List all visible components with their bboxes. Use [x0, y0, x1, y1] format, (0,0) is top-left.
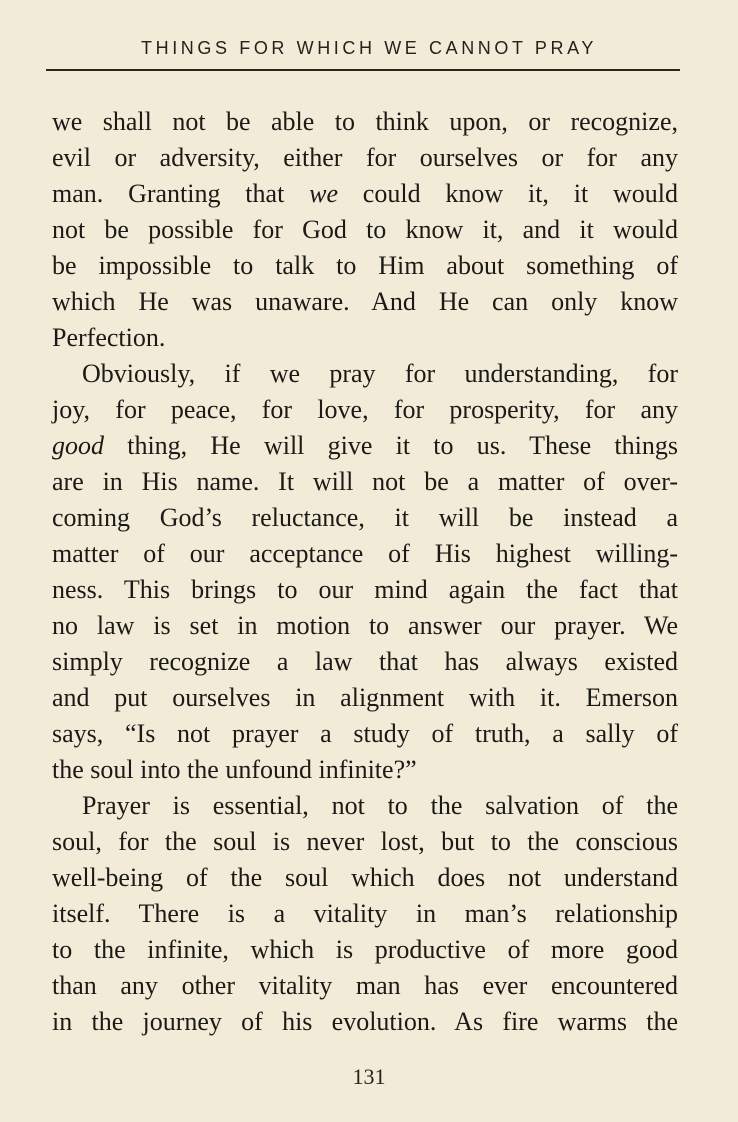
page-number: 131 — [352, 1064, 386, 1089]
text-line: be impossible to talk to Him about something of — [52, 251, 678, 280]
text-line: not be possible for God to know it, and it would — [52, 215, 678, 244]
text-line: itself. There is a vitality in man’s relationship — [52, 899, 678, 928]
text-line: in the journey of his evolution. As fire warms the — [52, 1007, 678, 1036]
text-line: which He was unaware. And He can only know — [52, 287, 678, 316]
text-line: ness. This brings to our mind again the fact that — [52, 575, 678, 604]
text-line: simply recognize a law that has always existed — [52, 647, 678, 676]
text-line: than any other vitality man has ever encountered — [52, 971, 678, 1000]
text-line: says, “Is not prayer a study of truth, a sally of — [52, 719, 678, 748]
text-line: and put ourselves in alignment with it. Emerson — [52, 683, 678, 712]
text-line: evil or adversity, either for ourselves or for any — [52, 143, 678, 172]
text-line: no law is set in motion to answer our prayer. We — [52, 611, 678, 640]
text-line: are in His name. It will not be a matter of over- — [52, 467, 678, 496]
header-rule — [46, 69, 680, 71]
text-line: the soul into the unfound infinite?” — [52, 755, 417, 784]
paragraph — [52, 356, 678, 788]
italic-word: good — [52, 431, 104, 460]
text-line: matter of our acceptance of His highest willing- — [52, 539, 678, 568]
paragraph — [52, 104, 678, 356]
text-line: man. Granting that we could know it, it would — [52, 179, 678, 208]
text-line: well-being of the soul which does not understand — [52, 863, 678, 892]
body-text — [52, 104, 678, 1040]
text-line: coming God’s reluctance, it will be instead a — [52, 503, 678, 532]
italic-word: we — [309, 179, 338, 208]
text-line: to the infinite, which is productive of more good — [52, 935, 678, 964]
text-line: good thing, He will give it to us. These things — [52, 431, 678, 460]
text-line: Perfection. — [52, 323, 166, 352]
paragraph — [52, 788, 678, 1040]
text-line: we shall not be able to think upon, or recognize, — [52, 107, 678, 136]
text-line: Obviously, if we pray for understanding, for — [82, 359, 678, 388]
text-line: soul, for the soul is never lost, but to the conscious — [52, 827, 678, 856]
text-line: joy, for peace, for love, for prosperity, for any — [52, 395, 678, 424]
running-head: THINGS FOR WHICH WE CANNOT PRAY — [141, 38, 597, 58]
text-line: Prayer is essential, not to the salvation of the — [82, 791, 678, 820]
